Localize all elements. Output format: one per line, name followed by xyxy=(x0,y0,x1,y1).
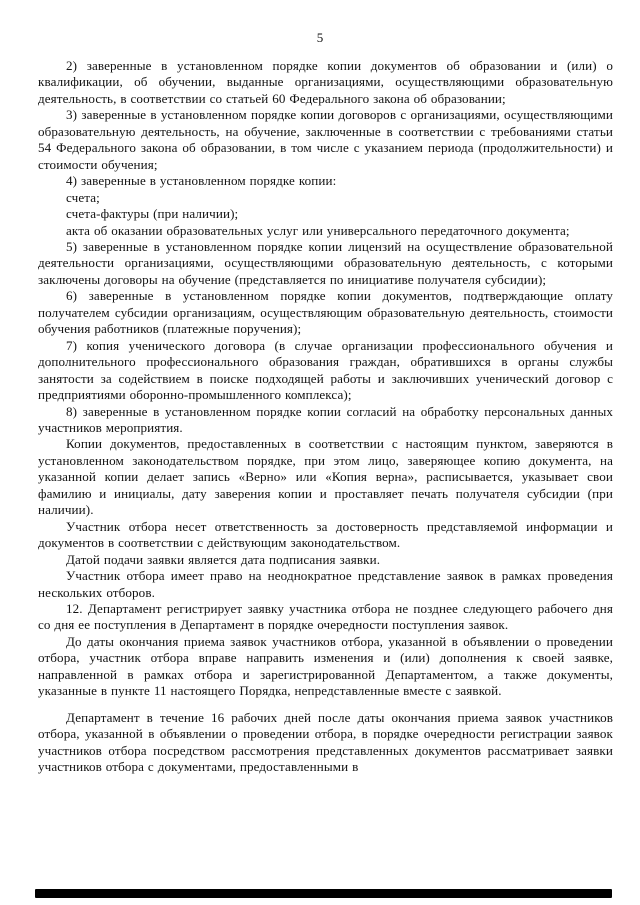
paragraph: Копии документов, предоставленных в соответствии с настоящим пунктом, заверяются в установленном законодательством порядке, при этом лицо, заверяющее копию документа, на указанной копии делает запись «Верно» или «Копия верна», расписывается, указывает свои фамилию и инициалы, дату заверения копии и проставляет печать получателя субсидии (при наличии). xyxy=(38,436,613,518)
paragraph: счета; xyxy=(66,189,100,205)
paragraph: 6) заверенные в установленном порядке копии документов, подтверждающие оплату получателем субсидии организациям, осуществляющим образовательную деятельность, стоимости обучения работников (платежные поручения); xyxy=(38,288,613,337)
paragraph: 8) заверенные в установленном порядке копии согласий на обработку персональных данных участников мероприятия. xyxy=(38,403,613,435)
paragraph: 5) заверенные в установленном порядке копии лицензий на осуществление образовательной деятельности организациями, осуществляющими образовательную деятельность, с которыми заключены договоры на обучение (представляется по инициативе получателя субсидии); xyxy=(38,238,613,287)
paragraph: 7) копия ученического договора (в случае организации профессионального обучения и дополнительного профессионального образования граждан, обратившихся в органы службы занятости за содействием в поиске подходящей работы и заключивших ученический договор с предприятиями оборонно-промышленного комплекса); xyxy=(38,337,613,403)
scan-artifact-bar xyxy=(35,889,612,898)
page-number: 5 xyxy=(316,30,324,45)
paragraph: Датой подачи заявки является дата подписания заявки. xyxy=(66,551,381,567)
paragraph: 2) заверенные в установленном порядке копии документов об образовании и (или) о квалификации, об обучении, выданные организациями, осуществляющими образовательную деятельность, в соответствии со статьей 60 Федерального закона об образовании; xyxy=(38,58,613,106)
paragraph: 12. Департамент регистрирует заявку участника отбора не позднее следующего рабочего дня со дня ее поступления в Департамент в порядке очередности поступления заявок. xyxy=(38,600,613,633)
paragraph: Участник отбора имеет право на неоднократное представление заявок в рамках проведения нескольких отборов. xyxy=(38,568,613,600)
paragraph: До даты окончания приема заявок участников отбора, указанной в объявлении о проведении отбора, участник отбора вправе направить изменения и (или) дополнения к своей заявке, направленной в рамках отбора и зарегистрированной Департаментом, а также документы, указанные в пункте 11 настоящего Порядка, непредставленные вместе с заявкой. xyxy=(38,633,613,699)
document-body xyxy=(38,58,613,775)
paragraph: Участник отбора несет ответственность за достоверность представляемой информации и документов в соответствии с действующим законодательством. xyxy=(38,518,613,551)
paragraph: 4) заверенные в установленном порядке копии: xyxy=(66,173,337,189)
paragraph: Департамент в течение 16 рабочих дней после даты окончания приема заявок участников отбора, указанной в объявлении о проведении отбора, в порядке очередности регистрации заявок участников отбора посредством рассмотрения представленных документов рассматривает заявки участников отбора с документами, предоставленными в xyxy=(38,709,613,775)
paragraph: акта об оказании образовательных услуг или универсального передаточного документа; xyxy=(66,222,570,238)
paragraph: счета-фактуры (при наличии); xyxy=(66,206,239,222)
paragraph: 3) заверенные в установленном порядке копии договоров с организациями, осуществляющими образовательную деятельность, на обучение, заключенные в соответствии с требованиями статьи 54 Федерального закона об образовании, в том числе с указанием периода (продолжительности) и стоимости обучения; xyxy=(38,107,613,172)
